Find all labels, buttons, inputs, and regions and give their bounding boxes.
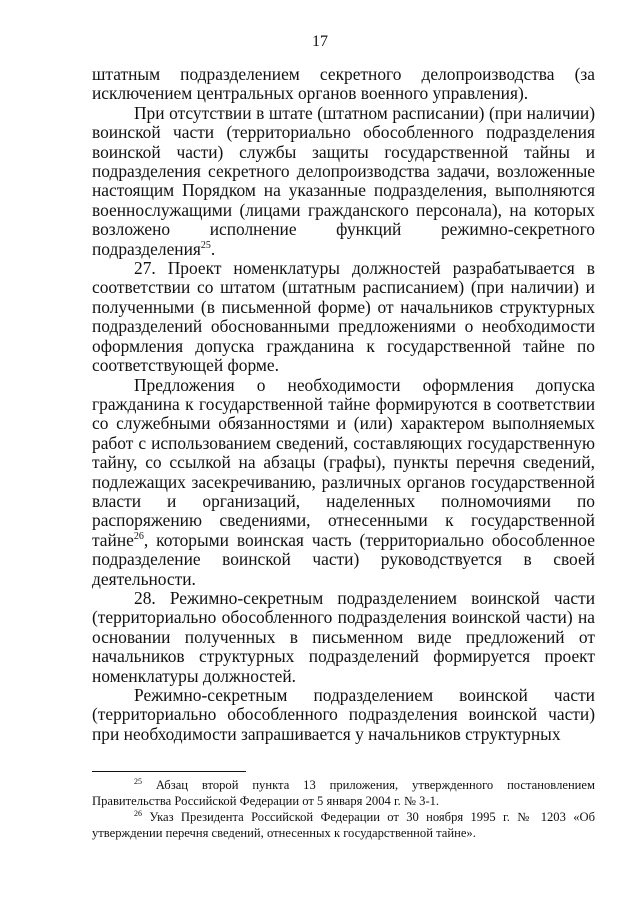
paragraph-continuation [92,65,595,104]
paragraph-text: Режимно-секретным подразделением воинской части (территориально обособленного подразделения воинской части) при необходимости запрашивается у начальников структурных [92,685,595,744]
paragraph-item-28 [92,589,595,686]
footnote-26 [92,810,595,841]
paragraph-no-staff-service [92,104,595,259]
footnote-25 [92,778,595,809]
footnote-text: Указ Президента Российской Федерации от 30 ноября 1995 г. № 1203 «Об утверждении перечня сведений, отнесенных к государственной тайне». [92,810,595,840]
footnote-ref-26: 26 [133,530,144,542]
paragraph-tail: , которыми воинская часть (территориально обособленное подразделение воинской части) руководствуется в своей деятельности. [92,529,595,589]
body-text [92,65,595,744]
paragraph-text: При отсутствии в штате (штатном расписании) (при наличии) воинской части (территориально обособленного подразделения воинской части) службы защиты государственной тайны и подразделения секретного делопроизводства задачи, возложенные настоящим Порядком на указанные подразделения, выполняются военнослужащими (лицами гражданского персонала), на которых возложено исполнение функций режимно-секретного подразделения [92,102,595,259]
paragraph-text: 27. Проект номенклатуры должностей разрабатывается в соответствии со штатом (штатным расписанием) (при наличии) и полученными (в письменной форме) от начальников структурных подразделений обоснованными предложениями о необходимости оформления допуска гражданина к государственной тайне по соответствующей форме. [92,258,595,376]
footnote-ref-25: 25 [200,239,211,251]
paragraph-text: штатным подразделением секретного делопроизводства (за исключением центральных органов военного управления). [92,64,595,104]
footnote-text: Абзац второй пункта 13 приложения, утвержденного постановлением Правительства Российской Федерации от 5 января 2004 г. № 3-1. [92,778,595,808]
footnote-mark: 25 [134,777,142,786]
paragraph-item-27 [92,259,595,375]
footnote-mark: 26 [134,809,142,819]
paragraph-request [92,686,595,744]
page-number: 17 [312,33,328,50]
footnotes [92,778,595,842]
footnote-separator [92,771,246,772]
paragraph-text: Предложения о необходимости оформления допуска гражданина к государственной тайне формируются в соответствии со служебными обязанностями и (или) характером выполняемых работ с использованием сведений, составляющих государственную тайну, со ссылкой на абзацы (графы), пункты перечня сведений, подлежащих засекречиванию, различных органов государственной власти и организаций, наделенных полномочиями по распоряжению сведениями, отнесенными к государственной тайне [92,374,595,550]
paragraph-tail: . [210,238,216,259]
paragraph-proposals [92,376,595,589]
paragraph-text: 28. Режимно-секретным подразделением воинской части (территориально обособленного подразделения воинской части) на основании полученных в письменном виде предложений от начальников структурных подразделений формируется проект номенклатуры должностей. [92,587,595,686]
